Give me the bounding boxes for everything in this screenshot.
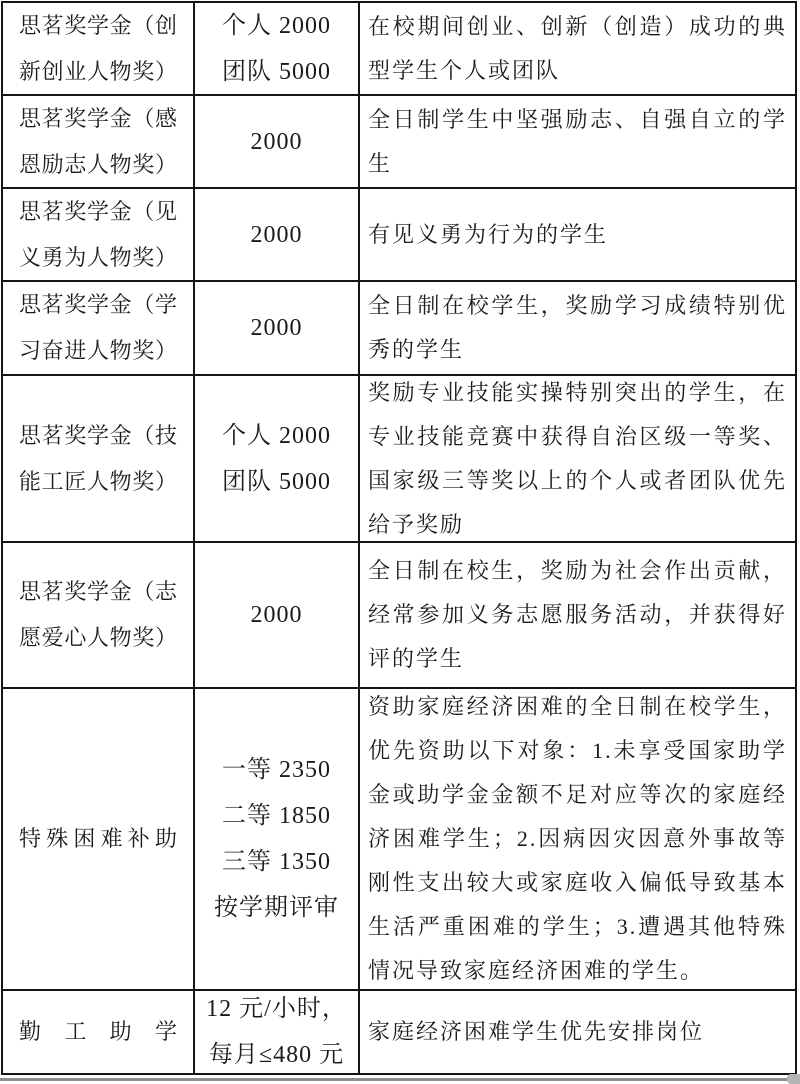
amount-line: 2000: [250, 602, 303, 628]
amount-line: 2000: [250, 128, 303, 155]
table-row: [3, 282, 795, 376]
amount-line: 团队 5000: [222, 58, 331, 85]
amount-line: 团队 5000: [222, 468, 331, 495]
aid-name-cell: [3, 991, 195, 1073]
amount-line: 二等 1850: [222, 803, 331, 829]
aid-name-cell: [3, 189, 195, 280]
aid-name-cell: [3, 3, 195, 94]
aid-criteria-cell: [360, 543, 795, 687]
amount-line: 12 元/小时，: [206, 996, 347, 1022]
aid-criteria-cell: [360, 689, 795, 989]
aid-amount-cell: [195, 282, 360, 374]
aid-criteria-cell: [360, 991, 795, 1073]
aid-amount-cell: [195, 689, 360, 989]
aid-amount-cell: [195, 376, 360, 541]
aid-amount-cell: [195, 991, 360, 1073]
aid-criteria-text: 有见义勇为行为的学生: [368, 221, 609, 247]
aid-criteria-text: 全日制在校学生，奖励学习成绩特别优秀的学生: [368, 293, 787, 362]
amount-line: 三等 1350: [222, 849, 331, 875]
aid-amount-cell: [195, 3, 360, 94]
aid-criteria-cell: [360, 189, 795, 280]
aid-name-text: 思茗奖学金（志愿爱心人物奖）: [19, 579, 177, 650]
amount-line: 一等 2350: [222, 757, 331, 783]
aid-criteria-cell: [360, 3, 795, 94]
amount-line: 个人 2000: [222, 422, 331, 449]
aid-name-text: 思茗奖学金（创新创业人物奖）: [19, 12, 177, 84]
aid-criteria-text: 资助家庭经济困难的全日制在校学生，优先资助以下对象：1.未享受国家助学金或助学金金额不足对应等次的家庭经济困难学生；2.因病因灾因意外事故等刚性支出较大或家庭收入偏低导致基本生活严重困难的学生；3.遭遇其他特殊情况导致家庭经济困难的学生。: [368, 694, 787, 983]
table-row: [3, 96, 795, 189]
aid-name-cell: [3, 282, 195, 374]
aid-name-text: 特殊困难补助: [19, 826, 177, 851]
aid-name-cell: [3, 689, 195, 989]
amount-line: 按学期评审: [214, 895, 339, 921]
aid-criteria-text: 全日制学生中坚强励志、自强自立的学生: [368, 106, 787, 176]
amount-line: 个人 2000: [222, 12, 331, 39]
amount-line: 2000: [250, 315, 303, 341]
aid-criteria-text: 全日制在校生，奖励为社会作出贡献，经常参加义务志愿服务活动，并获得好评的学生: [368, 558, 787, 671]
aid-name-text: 思茗奖学金（感恩励志人物奖）: [19, 105, 177, 177]
aid-criteria-cell: [360, 282, 795, 374]
page-edge-line: [0, 1078, 800, 1081]
table-row: [3, 543, 795, 689]
aid-criteria-cell: [360, 376, 795, 541]
aid-criteria-text: 奖励专业技能实操特别突出的学生，在专业技能竞赛中获得自治区级一等奖、国家级三等奖以上的个人或者团队优先给予奖励: [368, 379, 787, 537]
aid-criteria-text: 家庭经济困难学生优先安排岗位: [368, 1019, 705, 1044]
aid-name-cell: [3, 96, 195, 187]
page-edge-corner: [787, 1074, 800, 1084]
aid-name-cell: [3, 543, 195, 687]
aid-name-text: 勤工助学: [19, 1019, 177, 1044]
table-row: [3, 189, 795, 282]
aid-name-text: 思茗奖学金（见义勇为人物奖）: [19, 198, 177, 270]
table-row: [3, 991, 795, 1073]
table-row: [3, 3, 795, 96]
amount-line: 2000: [250, 221, 303, 248]
aid-amount-cell: [195, 189, 360, 280]
table-row: [3, 689, 795, 991]
aid-criteria-text: 在校期间创业、创新（创造）成功的典型学生个人或团队: [368, 13, 787, 83]
aid-amount-cell: [195, 96, 360, 187]
aid-name-text: 思茗奖学金（学习奋进人物奖）: [19, 292, 177, 363]
financial-aid-table: [1, 1, 797, 1075]
aid-amount-cell: [195, 543, 360, 687]
table-row: [3, 376, 795, 543]
aid-criteria-cell: [360, 96, 795, 187]
aid-name-text: 思茗奖学金（技能工匠人物奖）: [19, 422, 177, 494]
aid-name-cell: [3, 376, 195, 541]
amount-line: 每月≤480 元: [208, 1042, 345, 1068]
